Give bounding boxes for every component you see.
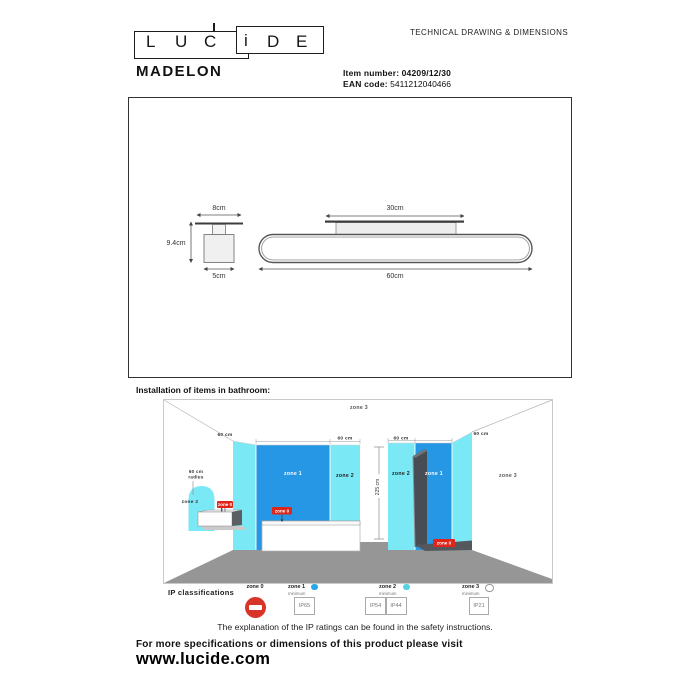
ip65-value: IP65 (298, 602, 311, 609)
dim-225cm: 225 cm (375, 478, 381, 496)
website-link[interactable]: www.lucide.com (136, 650, 271, 668)
dim-8cm: 8cm (212, 205, 226, 212)
zone2-left-label: zone 2 (336, 473, 354, 479)
dim-60cm-left-wall: 60 cm (217, 433, 233, 438)
ip54-value: IP54 (369, 602, 382, 609)
bathroom-diagram-svg (163, 399, 553, 584)
technical-drawing-box (128, 97, 572, 378)
zone3-ceiling-label: zone 3 (350, 405, 368, 411)
ip54-box (365, 597, 386, 616)
product-name: MADELON (136, 63, 223, 80)
zone3-right-label: zone 3 (499, 473, 517, 479)
zone3-dot-icon (485, 584, 494, 593)
zone1-right-label: zone 1 (425, 471, 443, 477)
ip65-box (294, 597, 315, 616)
ip44-value: IP44 (390, 602, 402, 609)
radius-label-line2: radius (188, 474, 204, 480)
item-number-label: Item number: (343, 68, 400, 78)
ip-classifications-title: IP classifications (168, 588, 235, 597)
bathroom-section-title: Installation of items in bathroom: (136, 385, 271, 395)
ip21-box (469, 597, 489, 616)
item-number-value: 04209/12/30 (401, 68, 452, 78)
dim-60cm-left: 60 cm (337, 436, 353, 442)
fixture-drawing (129, 98, 571, 374)
small-fixture-side-view (166, 205, 243, 280)
ip-ratings-note: The explanation of the IP ratings can be found in the safety instructions. (217, 622, 493, 632)
dim-9-4cm: 9.4cm (166, 240, 186, 247)
logo-notch (213, 23, 215, 32)
logo-letter: C (204, 32, 217, 51)
faucet (221, 508, 222, 512)
zone2-right-label: zone 2 (392, 471, 410, 477)
logo-letter: i (244, 31, 248, 50)
no-entry-icon (245, 597, 266, 618)
radius-label-line1: 60 cm (188, 469, 204, 474)
ip-zone0-label: zone 0 (246, 584, 264, 590)
dim-60cm-right-wall: 60 cm (473, 432, 489, 437)
ean-value: 5411212040466 (390, 79, 451, 89)
ip-zone3-minimum: minimum (462, 591, 480, 596)
logo-letter: U (175, 32, 188, 51)
zone1-dot-icon (311, 584, 318, 591)
dim-5cm: 5cm (212, 273, 226, 280)
zone1-left-label: zone 1 (284, 471, 302, 477)
ean-label: EAN code: (343, 79, 388, 89)
ip-zone2-label: zone 2 (379, 584, 397, 590)
zone2-dot-icon (403, 584, 410, 591)
zone0-badge-shower: zone 0 (436, 540, 452, 546)
product-identifiers (343, 68, 451, 90)
zone0-badge-bathtub: zone 0 (274, 508, 290, 514)
ip21-value: IP21 (473, 602, 485, 609)
ip-zone1-label: zone 1 (288, 584, 306, 590)
lucide-logo (134, 25, 326, 61)
ip-zone2-minimum: minimum (379, 591, 397, 596)
ip44-box (386, 597, 407, 616)
washbasin (198, 512, 232, 526)
ip-zone1-minimum: minimum (288, 591, 306, 596)
logo-box-right (236, 26, 324, 54)
dim-30cm: 30cm (386, 205, 404, 212)
large-fixture-front-view (259, 205, 532, 280)
no-entry-bar (249, 605, 262, 609)
dim-60cm: 60cm (386, 273, 404, 280)
logo-letter: E (296, 32, 308, 51)
zone2-washbasin-label: zone 2 (181, 500, 199, 505)
ean-row (343, 79, 451, 90)
footer-text: For more specifications or dimensions of this product please visit (136, 639, 463, 650)
ip-zone3-label: zone 3 (462, 584, 480, 590)
bathroom-zones-diagram (163, 399, 553, 584)
zone0-badge-washbasin: zone 0 (217, 502, 233, 508)
dim-60cm-right: 60 cm (393, 436, 409, 442)
document-title: TECHNICAL DRAWING & DIMENSIONS (410, 28, 569, 37)
bathtub (262, 521, 360, 551)
item-number-row (343, 68, 451, 79)
logo-letter: D (267, 32, 280, 51)
logo-letter: L (146, 32, 156, 51)
